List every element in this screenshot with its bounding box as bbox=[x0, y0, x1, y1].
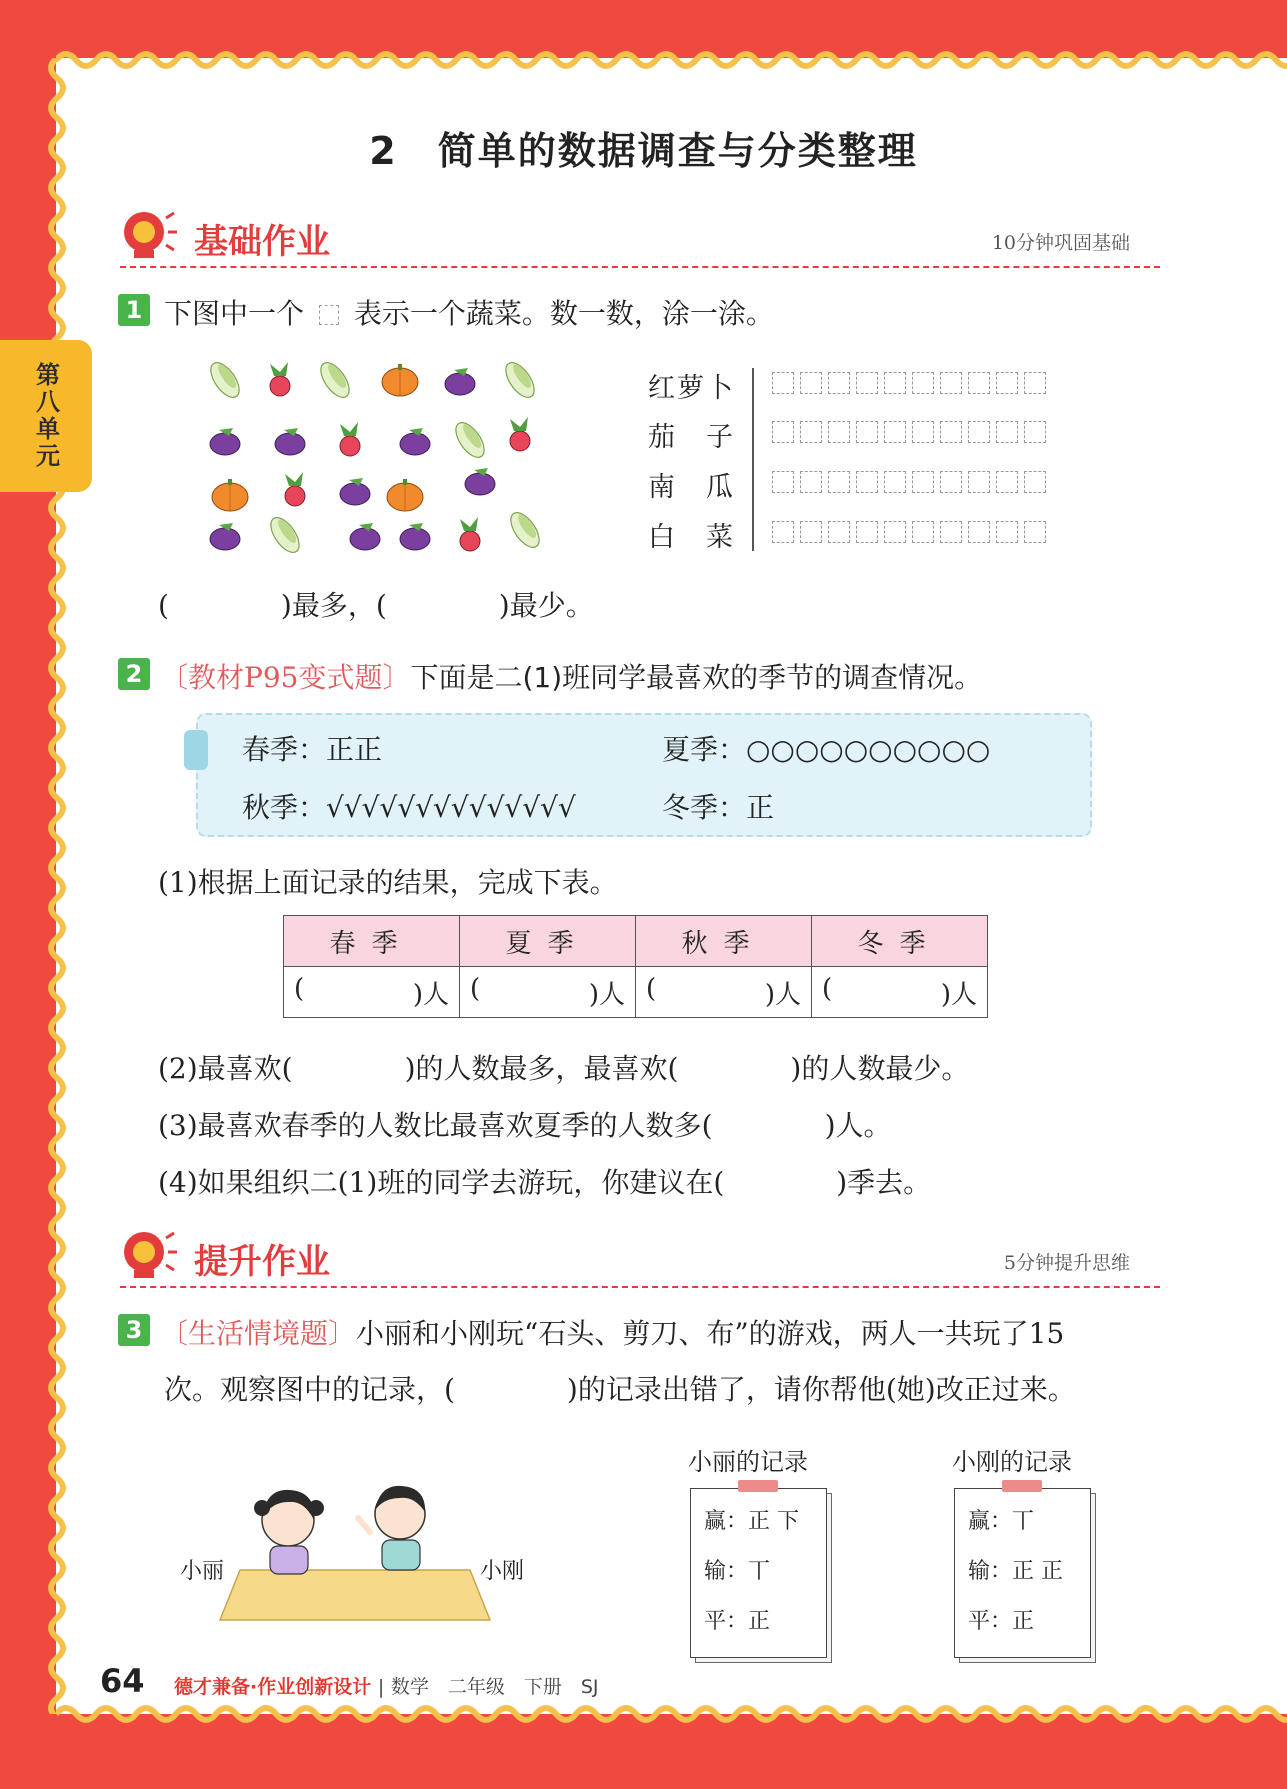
lightbulb-icon bbox=[120, 208, 178, 264]
xiaoli-draw: 平：正 bbox=[704, 1609, 771, 1634]
eggplant-icon bbox=[275, 428, 305, 455]
eggplant-icon bbox=[465, 468, 495, 495]
question-2-sub4[interactable]: (4)如果组织二(1)班的同学去游玩，你建议在( )季去。 bbox=[158, 1166, 932, 1199]
basic-section-header bbox=[120, 208, 1160, 268]
question-1-number: 1 bbox=[118, 294, 150, 326]
cabbage-icon bbox=[505, 508, 544, 552]
answer-box[interactable] bbox=[912, 471, 934, 493]
eggplant-icon bbox=[210, 428, 240, 455]
name-xiaogang: 小刚 bbox=[480, 1559, 525, 1584]
answer-box[interactable] bbox=[912, 421, 934, 443]
answer-box[interactable] bbox=[884, 372, 906, 394]
card-clip bbox=[738, 1480, 778, 1492]
question-2-body: 下面是二(1)班同学最喜欢的季节的调查情况。 bbox=[410, 661, 983, 694]
answer-box[interactable] bbox=[996, 471, 1018, 493]
record-card-xiaogang bbox=[954, 1488, 1094, 1663]
empty-box-icon bbox=[319, 305, 339, 325]
pumpkin-icon bbox=[382, 364, 418, 396]
cabbage-icon bbox=[450, 418, 489, 462]
cabbage-icon bbox=[265, 513, 304, 557]
footer-brand: 德才兼备·作业创新设计 bbox=[174, 1676, 372, 1698]
table-cell-spring[interactable] bbox=[284, 967, 460, 1018]
question-3-tag: 〔生活情境题〕 bbox=[160, 1317, 357, 1350]
answer-box[interactable] bbox=[856, 521, 878, 543]
radish-icon bbox=[510, 417, 530, 451]
xiaogang-draw: 平：正 bbox=[968, 1609, 1035, 1634]
card-title-xiaoli: 小丽的记录 bbox=[688, 1448, 808, 1476]
season-table bbox=[283, 915, 988, 1018]
answer-box[interactable] bbox=[884, 521, 906, 543]
row-label-pumpkin: 南 瓜 bbox=[648, 472, 735, 503]
footer-text bbox=[174, 1672, 599, 1699]
page-title: 2 简单的数据调查与分类整理 bbox=[369, 129, 918, 173]
eggplant-icon bbox=[210, 523, 240, 550]
answer-box[interactable] bbox=[940, 421, 962, 443]
answer-box[interactable] bbox=[996, 421, 1018, 443]
answer-box[interactable] bbox=[856, 421, 878, 443]
question-2-sub1: (1)根据上面记录的结果，完成下表。 bbox=[158, 866, 618, 899]
table-cell-autumn[interactable] bbox=[636, 967, 812, 1018]
cell-close: )人 bbox=[940, 979, 977, 1010]
cell-open: ( bbox=[470, 973, 481, 1004]
answer-box[interactable] bbox=[828, 372, 850, 394]
question-3-number: 3 bbox=[118, 1314, 150, 1346]
question-3-text1: 小丽和小刚玩“石头、剪刀、布”的游戏，两人一共玩了15 bbox=[356, 1317, 1065, 1350]
question-2-sub3[interactable]: (3)最喜欢春季的人数比最喜欢夏季的人数多( )人。 bbox=[158, 1109, 892, 1142]
question-2-text bbox=[160, 656, 982, 696]
cell-open: ( bbox=[294, 973, 305, 1004]
footer-info: 数学 二年级 下册 SJ bbox=[390, 1676, 599, 1698]
vegetable-grid bbox=[205, 350, 545, 560]
unit-tab-label: 第八单元 bbox=[36, 361, 60, 470]
pumpkin-icon bbox=[212, 479, 248, 511]
question-1-text-b: 表示一个蔬菜。数一数，涂一涂。 bbox=[353, 297, 774, 330]
box-row-eggplant[interactable] bbox=[772, 421, 1046, 445]
box-row-pumpkin[interactable] bbox=[772, 471, 1046, 495]
eggplant-icon bbox=[400, 428, 430, 455]
advanced-section-divider bbox=[120, 1286, 1160, 1288]
answer-box[interactable] bbox=[968, 521, 990, 543]
record-summer: 夏季：○○○○○○○○○○ bbox=[662, 733, 991, 766]
card-clip bbox=[1002, 1480, 1042, 1492]
question-1-text bbox=[164, 292, 774, 332]
cabbage-icon bbox=[205, 358, 244, 402]
eggplant-icon bbox=[445, 368, 475, 395]
cell-close: )人 bbox=[764, 979, 801, 1010]
answer-box[interactable] bbox=[1024, 421, 1046, 443]
left-wave-border bbox=[44, 58, 70, 1714]
answer-box[interactable] bbox=[884, 421, 906, 443]
vegetable-picture bbox=[205, 350, 545, 560]
eggplant-icon bbox=[350, 523, 380, 550]
xiaogang-win: 赢：丅 bbox=[968, 1509, 1035, 1534]
eggplant-icon bbox=[340, 478, 370, 505]
basic-section-divider bbox=[120, 266, 1160, 268]
unit-tab bbox=[0, 340, 92, 492]
answer-box[interactable] bbox=[968, 421, 990, 443]
card-title-xiaogang: 小刚的记录 bbox=[952, 1448, 1072, 1476]
answer-box[interactable] bbox=[1024, 471, 1046, 493]
answer-box[interactable] bbox=[828, 421, 850, 443]
radish-icon bbox=[340, 422, 360, 456]
box-row-radish[interactable] bbox=[772, 372, 1046, 396]
tally-divider bbox=[752, 368, 754, 551]
answer-box[interactable] bbox=[828, 521, 850, 543]
xiaoli-win: 赢：正 下 bbox=[704, 1509, 799, 1534]
cell-close: )人 bbox=[588, 979, 625, 1010]
answer-box[interactable] bbox=[996, 521, 1018, 543]
table-header-autumn: 秋季 bbox=[636, 916, 812, 967]
answer-box[interactable] bbox=[800, 372, 822, 394]
question-2-number: 2 bbox=[118, 658, 150, 690]
answer-box[interactable] bbox=[968, 471, 990, 493]
basic-section-hint: 10分钟巩固基础 bbox=[991, 232, 1130, 254]
answer-box[interactable] bbox=[772, 471, 794, 493]
question-2-sub2[interactable]: (2)最喜欢( )的人数最多，最喜欢( )的人数最少。 bbox=[158, 1052, 970, 1085]
question-1-answer[interactable]: ( )最多，( )最少。 bbox=[158, 589, 594, 622]
answer-box[interactable] bbox=[856, 372, 878, 394]
answer-box[interactable] bbox=[940, 521, 962, 543]
answer-box[interactable] bbox=[800, 521, 822, 543]
table-header-winter: 冬季 bbox=[812, 916, 988, 967]
lightbulb-icon bbox=[120, 1228, 178, 1284]
table-cell-summer[interactable] bbox=[460, 967, 636, 1018]
record-spring: 春季：正正 bbox=[242, 733, 383, 766]
cabbage-icon bbox=[315, 358, 354, 402]
eggplant-icon bbox=[400, 523, 430, 550]
bottom-wave-border bbox=[56, 1700, 1287, 1728]
cell-open: ( bbox=[646, 973, 657, 1004]
record-card-xiaoli bbox=[690, 1488, 830, 1663]
basic-section-label: 基础作业 bbox=[194, 222, 330, 262]
row-label-radish: 红萝卜 bbox=[648, 373, 735, 404]
record-winter: 冬季：正 bbox=[662, 791, 775, 824]
answer-box[interactable] bbox=[884, 471, 906, 493]
row-label-eggplant: 茄 子 bbox=[648, 422, 735, 453]
answer-box[interactable] bbox=[772, 421, 794, 443]
advanced-section-header bbox=[120, 1228, 1160, 1288]
answer-box[interactable] bbox=[828, 471, 850, 493]
answer-box[interactable] bbox=[940, 372, 962, 394]
answer-box[interactable] bbox=[800, 421, 822, 443]
answer-box[interactable] bbox=[856, 471, 878, 493]
answer-box[interactable] bbox=[800, 471, 822, 493]
record-autumn: 秋季：√√√√√√√√√√√√√√ bbox=[242, 791, 576, 824]
answer-box[interactable] bbox=[996, 372, 1018, 394]
table-header-summer: 夏季 bbox=[460, 916, 636, 967]
advanced-section-label: 提升作业 bbox=[194, 1242, 330, 1282]
answer-box[interactable] bbox=[1024, 521, 1046, 543]
table-cell-winter[interactable] bbox=[812, 967, 988, 1018]
question-3-line1 bbox=[160, 1312, 1064, 1352]
answer-box[interactable] bbox=[772, 521, 794, 543]
answer-box[interactable] bbox=[1024, 372, 1046, 394]
question-1-text-a: 下图中一个 bbox=[164, 297, 305, 330]
table-header-spring: 春季 bbox=[284, 916, 460, 967]
question-3-line2[interactable]: 次。观察图中的记录，( )的记录出错了，请你帮他(她)改正过来。 bbox=[164, 1373, 1076, 1406]
name-xiaoli: 小丽 bbox=[180, 1559, 225, 1584]
survey-record-tab bbox=[184, 730, 208, 770]
page-number: 64 bbox=[100, 1662, 145, 1700]
answer-box[interactable] bbox=[912, 372, 934, 394]
answer-box[interactable] bbox=[968, 372, 990, 394]
radish-icon bbox=[460, 517, 480, 551]
answer-box[interactable] bbox=[940, 471, 962, 493]
pumpkin-icon bbox=[387, 479, 423, 511]
radish-icon bbox=[285, 472, 305, 506]
cell-close: )人 bbox=[412, 979, 449, 1010]
question-2-tag: 〔教材P95变式题〕 bbox=[160, 661, 411, 694]
top-wave-border bbox=[56, 46, 1287, 74]
radish-icon bbox=[270, 362, 290, 396]
row-label-cabbage: 白 菜 bbox=[648, 522, 735, 553]
answer-box[interactable] bbox=[772, 372, 794, 394]
cabbage-icon bbox=[500, 358, 539, 402]
xiaoli-lose: 输：丅 bbox=[704, 1559, 771, 1584]
xiaogang-lose: 输：正 正 bbox=[968, 1559, 1063, 1584]
box-row-cabbage[interactable] bbox=[772, 521, 1046, 545]
footer-separator: | bbox=[377, 1676, 385, 1698]
cell-open: ( bbox=[822, 973, 833, 1004]
answer-box[interactable] bbox=[912, 521, 934, 543]
advanced-section-hint: 5分钟提升思维 bbox=[1003, 1252, 1130, 1274]
